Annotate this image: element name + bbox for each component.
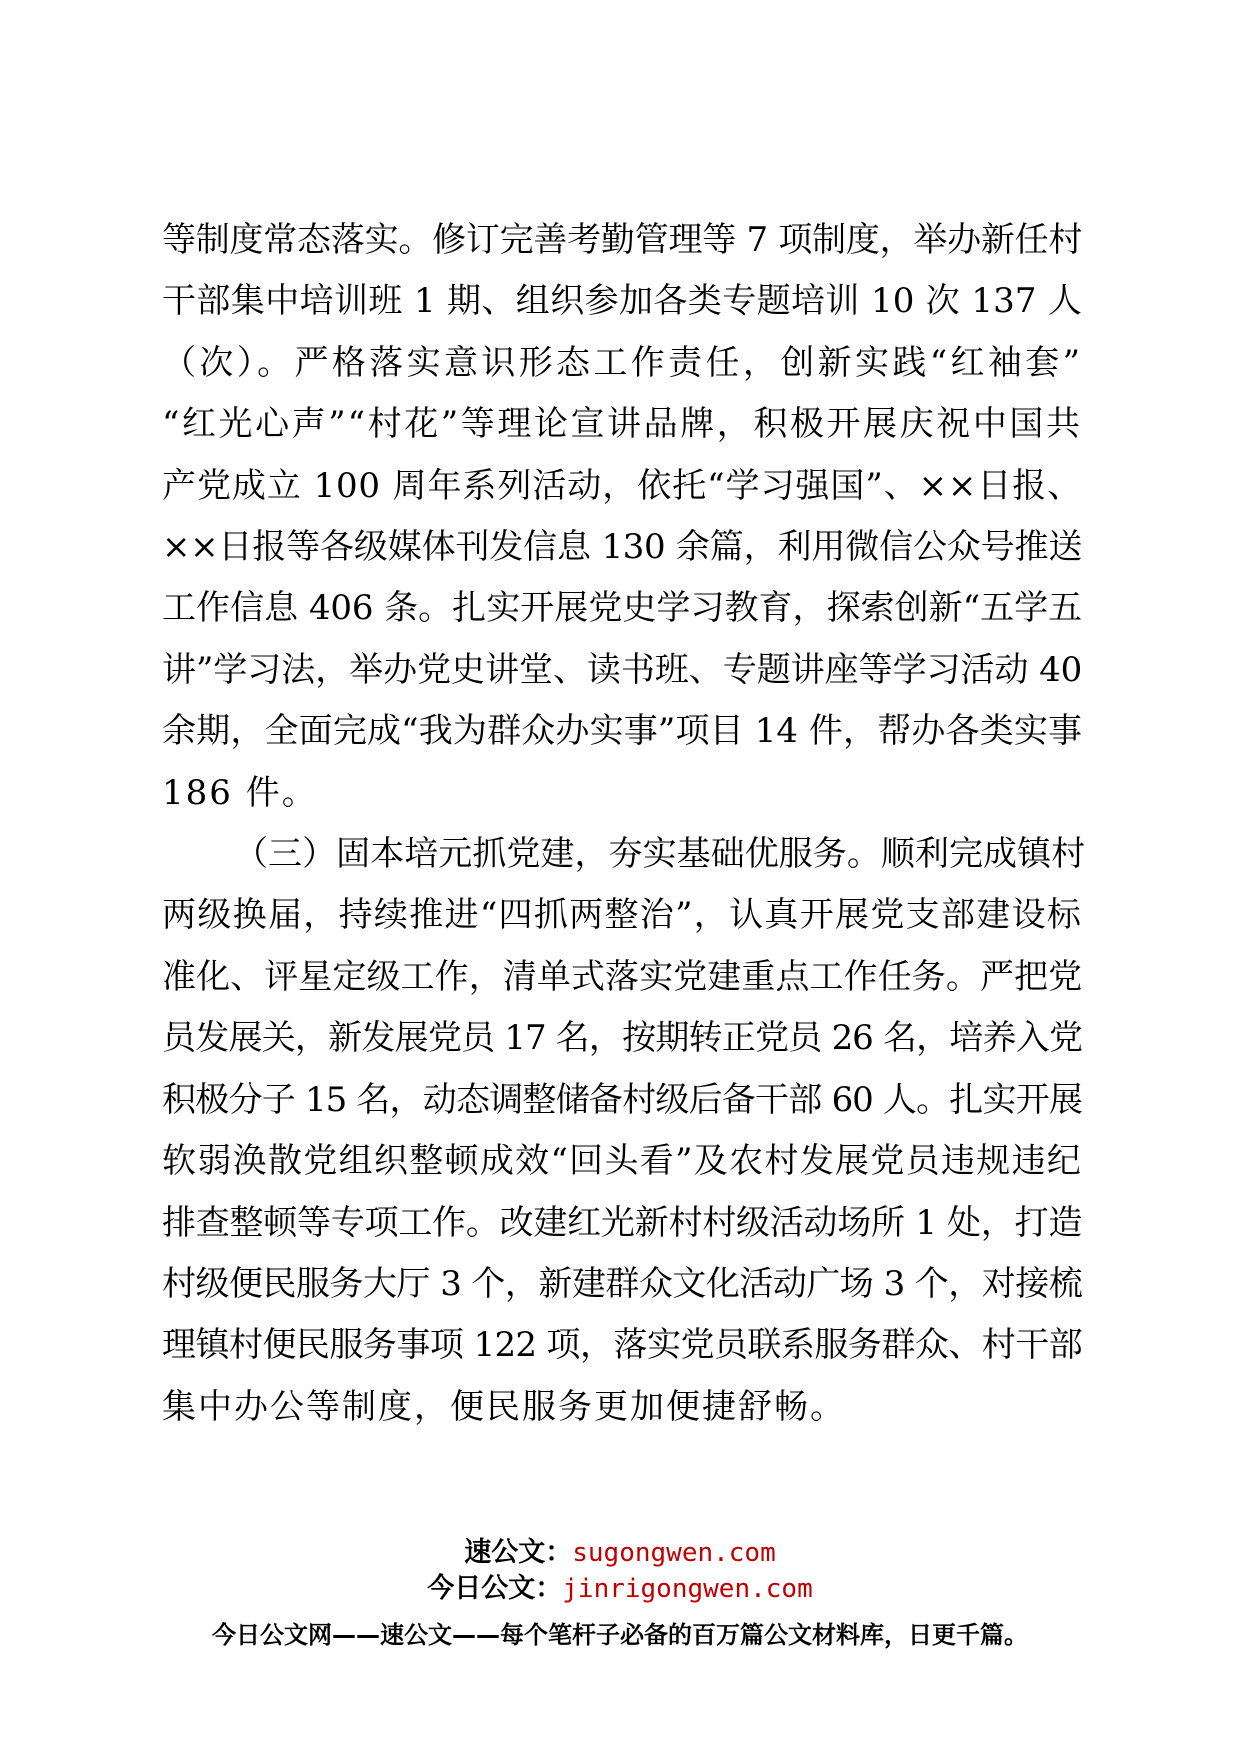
footer-label: 今日公文： <box>427 1573 563 1604</box>
text-line: 余期，全面完成“我为群众办实事”项目 14 件，帮办各类实事 <box>162 711 1082 752</box>
text-line: “红光心声”“村花”等理论宣讲品牌，积极开展庆祝中国共 <box>162 404 1082 445</box>
footer-line-sugongwen <box>0 1535 1240 1571</box>
sugongwen-link[interactable]: sugongwen.com <box>572 1538 776 1568</box>
text-line: 工作信息 406 条。扎实开展党史学习教育，探索创新“五学五 <box>162 588 1082 629</box>
text-line: 产党成立 100 周年系列活动，依托“学习强国”、××日报、 <box>162 465 1082 506</box>
paragraph-1 <box>162 210 1082 824</box>
paragraph-2 <box>162 824 1082 1438</box>
body-text <box>162 210 1082 1438</box>
footer <box>0 1535 1240 1653</box>
text-line: 软弱涣散党组织整顿成效“回头看”及农村发展党员违规违纪 <box>162 1141 1082 1182</box>
text-line: （次）。严格落实意识形态工作责任，创新实践“红袖套” <box>162 342 1082 383</box>
text-line: ××日报等各级媒体刊发信息 130 余篇，利用微信公众号推送 <box>162 527 1082 568</box>
text-line: 积极分子 15 名，动态调整储备村级后备干部 60 人。扎实开展 <box>162 1079 1082 1120</box>
text-line: 186 件。 <box>162 772 318 813</box>
text-line: 干部集中培训班 1 期、组织参加各类专题培训 10 次 137 人 <box>162 281 1082 322</box>
text-line: 员发展关，新发展党员 17 名，按期转正党员 26 名，培养入党 <box>162 1018 1082 1059</box>
footer-label: 速公文： <box>464 1537 573 1568</box>
footer-line-jinrigongwen <box>0 1571 1240 1607</box>
text-line: 讲”学习法，举办党史讲堂、读书班、专题讲座等学习活动 40 <box>162 649 1082 690</box>
text-line: 村级便民服务大厅 3 个，新建群众文化活动广场 3 个，对接梳 <box>162 1263 1082 1304</box>
text-line: 排查整顿等专项工作。改建红光新村村级活动场所 1 处，打造 <box>162 1202 1082 1243</box>
jinrigongwen-link[interactable]: jinrigongwen.com <box>562 1574 813 1604</box>
text-line: 理镇村便民服务事项 122 项，落实党员联系服务群众、村干部 <box>162 1325 1082 1366</box>
footer-tagline: 今日公文网——速公文——每个笔杆子必备的百万篇公文材料库，日更千篇。 <box>212 1621 1028 1649</box>
text-line: （三）固本培元抓党建，夯实基础优服务。顺利完成镇村 <box>234 834 1082 875</box>
text-line: 集中办公等制度，便民服务更加便捷舒畅。 <box>162 1386 846 1427</box>
text-line: 等制度常态落实。修订完善考勤管理等 7 项制度，举办新任村 <box>162 220 1082 260</box>
text-line: 准化、评星定级工作，清单式落实党建重点工作任务。严把党 <box>162 956 1082 997</box>
text-line: 两级换届，持续推进“四抓两整治”，认真开展党支部建设标 <box>162 895 1082 936</box>
